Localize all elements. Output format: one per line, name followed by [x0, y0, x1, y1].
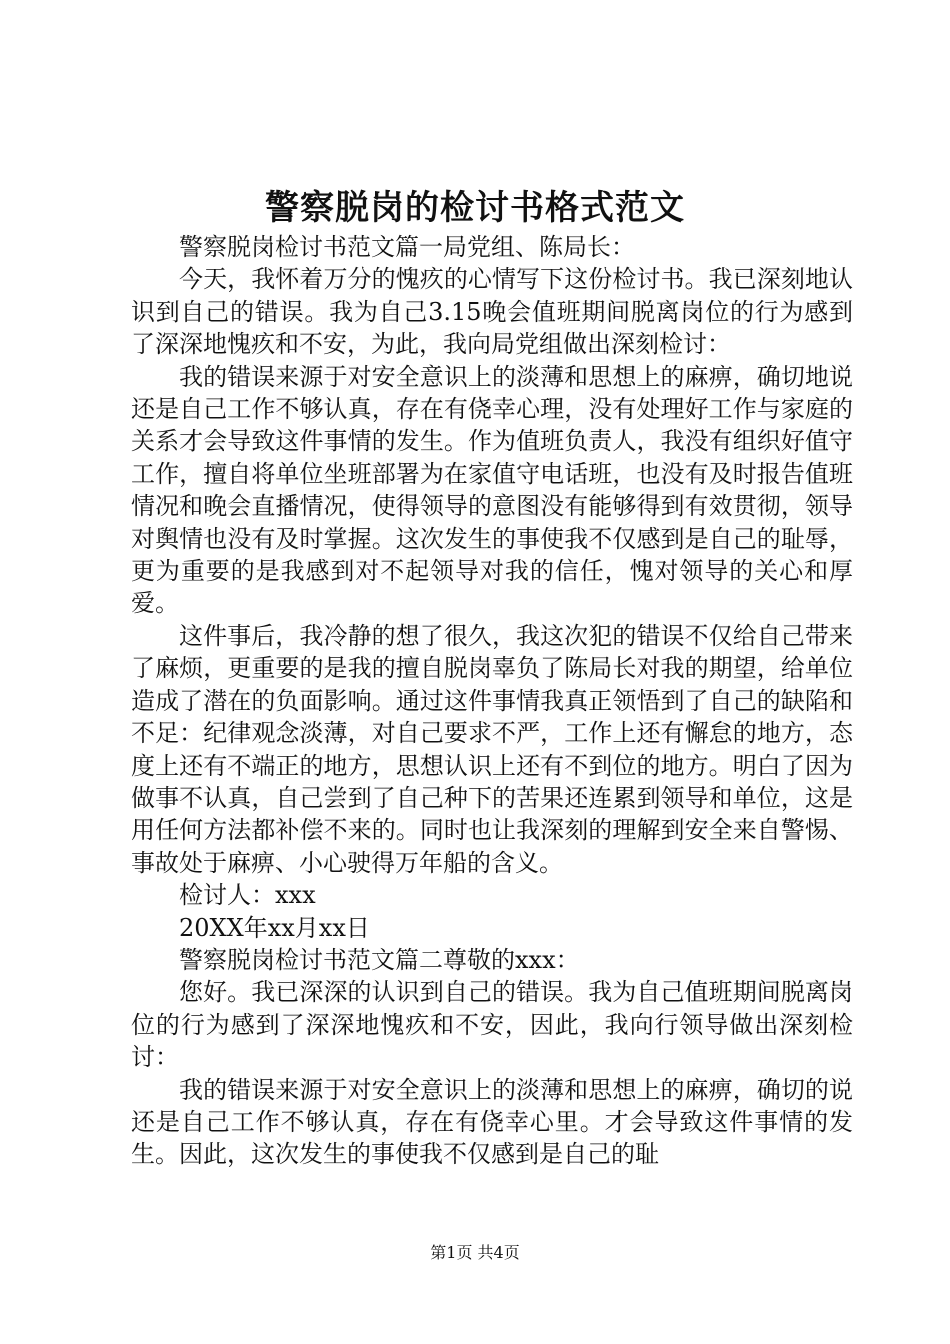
- document-body: [131, 231, 853, 1171]
- paragraph-salutation-2: 警察脱岗检讨书范文篇二尊敬的xxx：: [179, 945, 580, 974]
- document-title: 警察脱岗的检讨书格式范文: [265, 188, 685, 228]
- paragraph-reason-2: 我的错误来源于对安全意识上的淡薄和思想上的麻痹，确切的说还是自己工作不够认真，存在有侥幸心里。才会导致这件事情的发生。因此，这次发生的事使我不仅感到是自己的耻: [131, 1075, 853, 1169]
- paragraph-date: 20XX年xx月xx日: [179, 913, 370, 942]
- paragraph-reason-1: 我的错误来源于对安全意识上的淡薄和思想上的麻痹，确切地说还是自己工作不够认真，存在有侥幸心理，没有处理好工作与家庭的关系才会导致这件事情的发生。作为值班负责人，我没有组织好值守工作，擅自将单位坐班部署为在家值守电话班，也没有及时报告值班情况和晚会直播情况，使得领导的意图没有能够得到有效贯彻，领导对舆情也没有及时掌握。这次发生的事使我不仅感到是自己的耻辱，更为重要的是我感到对不起领导对我的信任，愧对领导的关心和厚爱。: [131, 362, 853, 618]
- paragraph-reflection-1: 这件事后，我冷静的想了很久，我这次犯的错误不仅给自己带来了麻烦，更重要的是我的擅自脱岗辜负了陈局长对我的期望，给单位造成了潜在的负面影响。通过这件事情我真正领悟到了自己的缺陷和不足：纪律观念淡薄，对自己要求不严，工作上还有懈怠的地方，态度上还有不端正的地方，思想认识上还有不到位的地方。明白了因为做事不认真，自己尝到了自己种下的苦果还连累到领导和单位，这是用任何方法都补偿不来的。同时也让我深刻的理解到安全来自警惕、事故处于麻痹、小心驶得万年船的含义。: [131, 621, 853, 877]
- page-footer: 第1页 共4页: [430, 1243, 520, 1262]
- paragraph-salutation-1: 警察脱岗检讨书范文篇一局党组、陈局长：: [179, 233, 635, 261]
- paragraph-signature: 检讨人：xxx: [179, 881, 316, 910]
- paragraph-intro-2: 您好。我已深深的认识到自己的错误。我为自己值班期间脱离岗位的行为感到了深深地愧疚和不安，因此，我向行领导做出深刻检讨：: [131, 978, 853, 1072]
- paragraph-intro-1: 今天，我怀着万分的愧疚的心情写下这份检讨书。我已深刻地认识到自己的错误。我为自己3.15晚会值班期间脱离岗位的行为感到了深深地愧疚和不安，为此，我向局党组做出深刻检讨：: [131, 265, 853, 359]
